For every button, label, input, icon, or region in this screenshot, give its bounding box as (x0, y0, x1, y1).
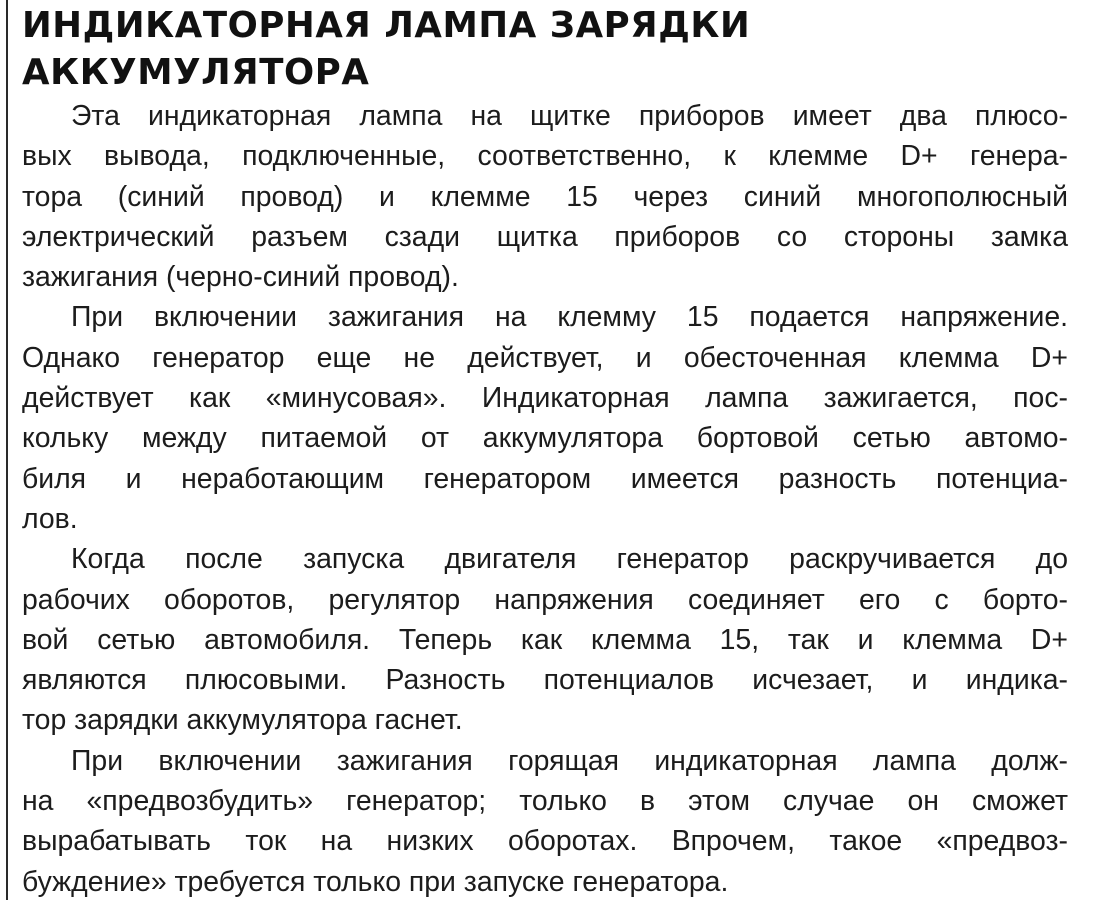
text-line: тор зарядки аккумулятора гаснет. (22, 704, 463, 737)
text-line: электрический разъем сзади щитка приборов со стороны замка (22, 220, 1068, 253)
paragraph-2 (22, 297, 1068, 539)
text-line: тора (синий провод) и клемме 15 через синий многополюсный (22, 180, 1068, 213)
paragraph-1 (22, 96, 1068, 297)
text-line: биля и неработающим генератором имеется разность потенциа- (22, 462, 1068, 495)
text-line: зажигания (черно-синий провод). (22, 261, 459, 294)
page-left-border (6, 0, 8, 900)
text-line: Эта индикаторная лампа на щитке приборов имеет два плюсо- (71, 100, 1068, 132)
text-line: При включении зажигания горящая индикаторная лампа долж- (71, 744, 1068, 777)
article (22, 0, 1068, 902)
title-line-1: ИНДИКАТОРНАЯ ЛАМПА ЗАРЯДКИ (22, 5, 751, 46)
paragraph-4 (22, 741, 1068, 902)
paragraph-3 (22, 539, 1068, 740)
article-title (22, 0, 1068, 96)
text-line: Когда после запуска двигателя генератор раскручивается до (71, 543, 1068, 576)
text-line: При включении зажигания на клемму 15 подается напряжение. (71, 301, 1068, 334)
text-line: вырабатывать ток на низких оборотах. Впрочем, такое «предвоз- (22, 825, 1068, 858)
text-line: лов. (22, 502, 78, 535)
text-line: вых вывода, подключенные, соответственно, к клемме D+ генера- (22, 140, 1068, 173)
text-line: являются плюсовыми. Разность потенциалов исчезает, и индика- (22, 664, 1068, 697)
text-line: кольку между питаемой от аккумулятора бортовой сетью автомо- (22, 422, 1068, 455)
text-line: буждение» требуется только при запуске генератора. (22, 865, 729, 898)
text-line: рабочих оборотов, регулятор напряжения соединяет его с борто- (22, 583, 1068, 616)
text-line: действует как «минусовая». Индикаторная лампа зажигается, пос- (22, 382, 1068, 415)
article-body (22, 96, 1068, 902)
text-line: вой сетью автомобиля. Теперь как клемма 15, так и клемма D+ (22, 623, 1068, 656)
text-line: на «предвозбудить» генератор; только в этом случае он сможет (22, 785, 1068, 818)
text-line: Однако генератор еще не действует, и обесточенная клемма D+ (22, 341, 1068, 374)
title-line-2: АККУМУЛЯТОРА (22, 52, 370, 93)
